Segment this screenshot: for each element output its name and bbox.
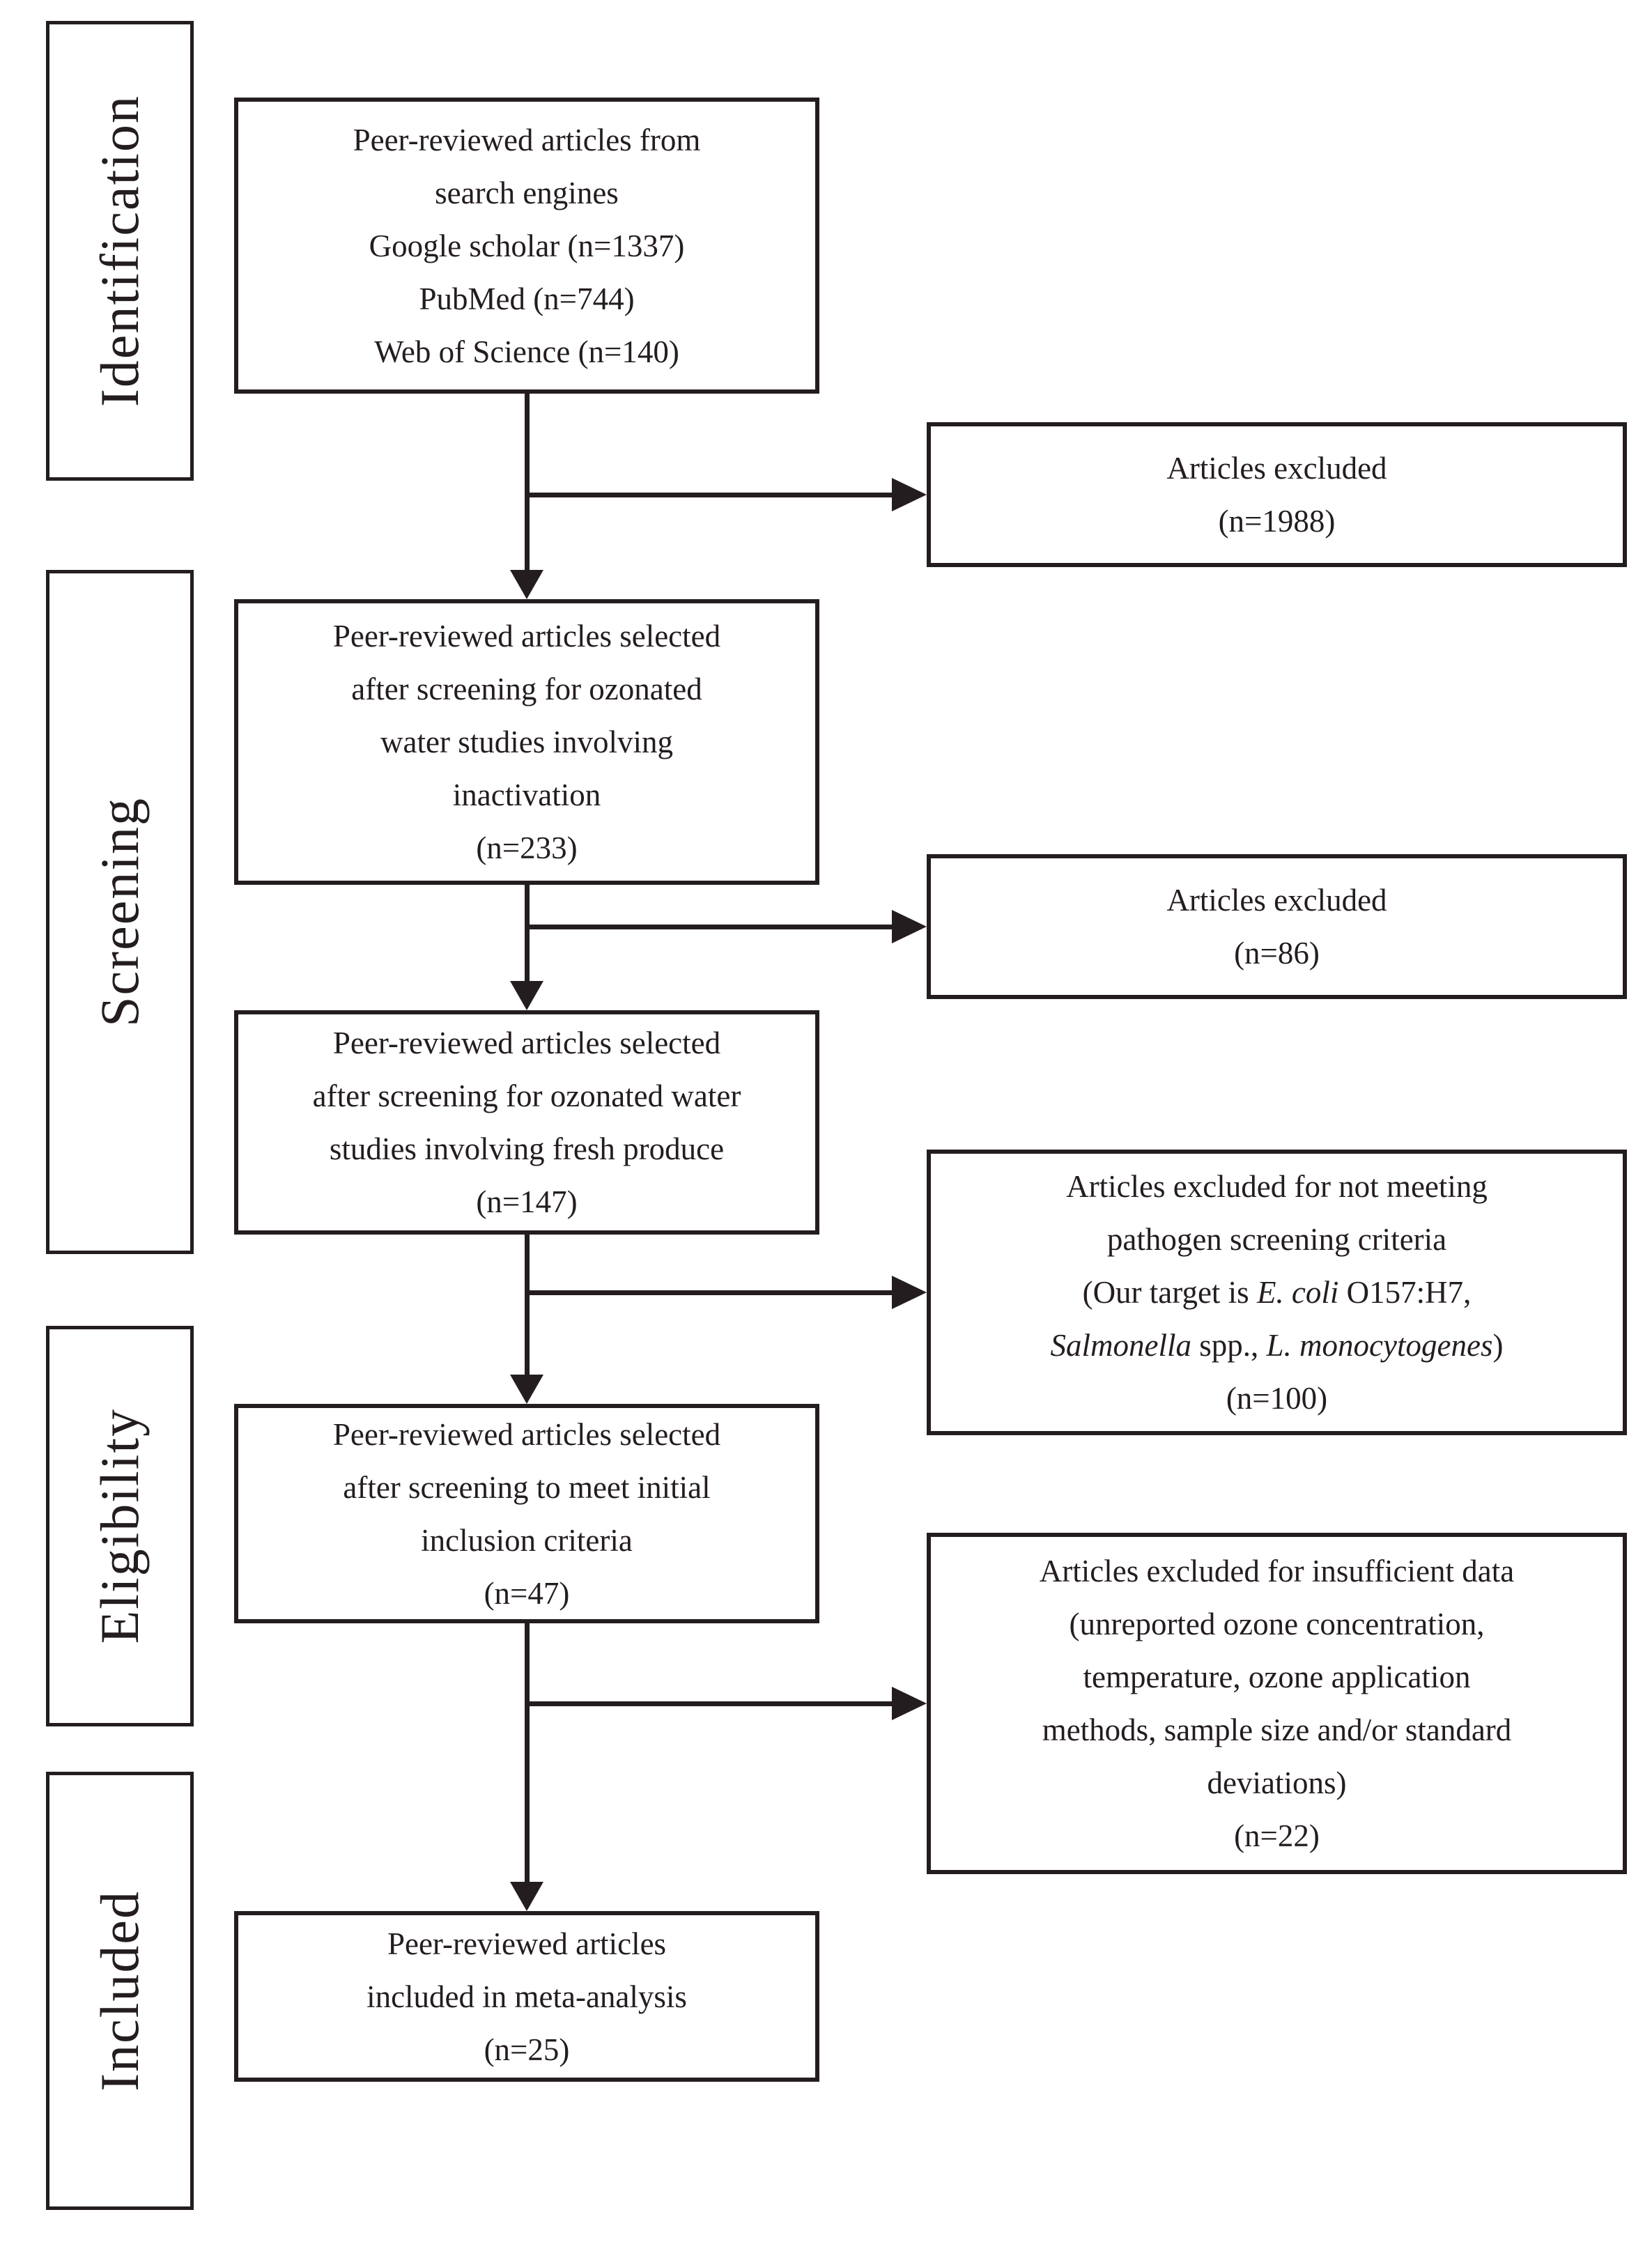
right-arrowhead-icon-1	[892, 478, 927, 511]
flow-arrow-shaft-2	[525, 883, 530, 981]
text-line: pathogen screening criteria	[1106, 1222, 1447, 1257]
text-line: Google scholar (n=1337)	[369, 228, 685, 263]
text-line: (unreported ozone concentration,	[1069, 1607, 1485, 1641]
text-line: (n=47)	[484, 1575, 570, 1611]
text-line: Peer-reviewed articles selected	[332, 619, 721, 654]
text-line: (n=86)	[1234, 936, 1320, 971]
text-line: after screening for ozonated water	[312, 1079, 741, 1113]
stage-label-identification: Identification	[89, 94, 150, 408]
text-line: after screening to meet initial	[343, 1469, 711, 1505]
text-line: (n=233)	[476, 830, 578, 865]
box-included-meta-analysis	[234, 1911, 819, 2082]
text-line: Salmonella spp., L. monocytogenes)	[1050, 1328, 1504, 1363]
text-line: PubMed (n=744)	[419, 281, 635, 316]
text-line: methods, sample size and/or standard	[1042, 1713, 1512, 1747]
text-line: search engines	[435, 175, 619, 210]
branch-arrow-shaft-1	[527, 493, 892, 497]
box-search-engine-sources	[234, 98, 819, 394]
text-line: Peer-reviewed articles from	[353, 122, 701, 157]
text-line: deviations)	[1207, 1765, 1347, 1800]
text-line: (n=1988)	[1218, 504, 1336, 539]
text-line: Articles excluded for not meeting	[1066, 1169, 1488, 1204]
text-line: Web of Science (n=140)	[374, 334, 679, 369]
box-excluded-screening	[927, 854, 1627, 999]
text-line: inactivation	[452, 778, 601, 812]
stage-box-included	[46, 1772, 194, 2210]
down-arrowhead-icon-3	[510, 1375, 543, 1404]
text-line: (n=22)	[1234, 1818, 1320, 1853]
text-line: Articles excluded	[1166, 883, 1387, 918]
text-line: temperature, ozone application	[1083, 1660, 1471, 1694]
down-arrowhead-icon-1	[510, 570, 543, 599]
branch-arrow-shaft-4	[527, 1701, 892, 1706]
text-line: (Our target is E. coli O157:H7,	[1082, 1275, 1472, 1310]
text-line: studies involving fresh produce	[329, 1131, 725, 1166]
text-line: (n=25)	[484, 2032, 570, 2067]
stage-box-identification	[46, 21, 194, 481]
branch-arrow-shaft-3	[527, 1290, 892, 1295]
text-line: Articles excluded	[1166, 451, 1387, 486]
text-line: Peer-reviewed articles selected	[332, 1416, 721, 1452]
text-line: Articles excluded for insufficient data	[1039, 1554, 1515, 1588]
stage-label-eligibility: Eligibility	[89, 1408, 150, 1644]
text-line: after screening for ozonated	[351, 672, 702, 706]
text-line: (n=100)	[1226, 1381, 1328, 1416]
flow-arrow-shaft-4	[525, 1622, 530, 1882]
right-arrowhead-icon-3	[892, 1276, 927, 1309]
box-excluded-initial	[927, 422, 1627, 567]
text-line: (n=147)	[476, 1184, 578, 1219]
box-excluded-insufficient-data	[927, 1533, 1627, 1874]
stage-label-screening: Screening	[89, 797, 150, 1027]
stage-label-included: Included	[89, 1890, 150, 2092]
down-arrowhead-icon-4	[510, 1882, 543, 1911]
box-excluded-pathogen-criteria	[927, 1150, 1627, 1435]
text-line: Peer-reviewed articles selected	[332, 1026, 721, 1060]
stage-box-screening	[46, 570, 194, 1254]
down-arrowhead-icon-2	[510, 981, 543, 1010]
box-screened-inactivation	[234, 599, 819, 885]
box-initial-inclusion-criteria	[234, 1404, 819, 1623]
text-line: inclusion criteria	[421, 1522, 633, 1558]
text-line: Peer-reviewed articles	[387, 1926, 667, 1961]
right-arrowhead-icon-4	[892, 1687, 927, 1720]
flow-arrow-shaft-1	[525, 394, 530, 571]
flow-arrow-shaft-3	[525, 1233, 530, 1375]
branch-arrow-shaft-2	[527, 925, 892, 929]
text-line: water studies involving	[380, 725, 673, 759]
right-arrowhead-icon-2	[892, 910, 927, 943]
stage-box-eligibility	[46, 1326, 194, 1726]
text-line: included in meta-analysis	[366, 1979, 687, 2014]
box-screened-fresh-produce	[234, 1010, 819, 1235]
